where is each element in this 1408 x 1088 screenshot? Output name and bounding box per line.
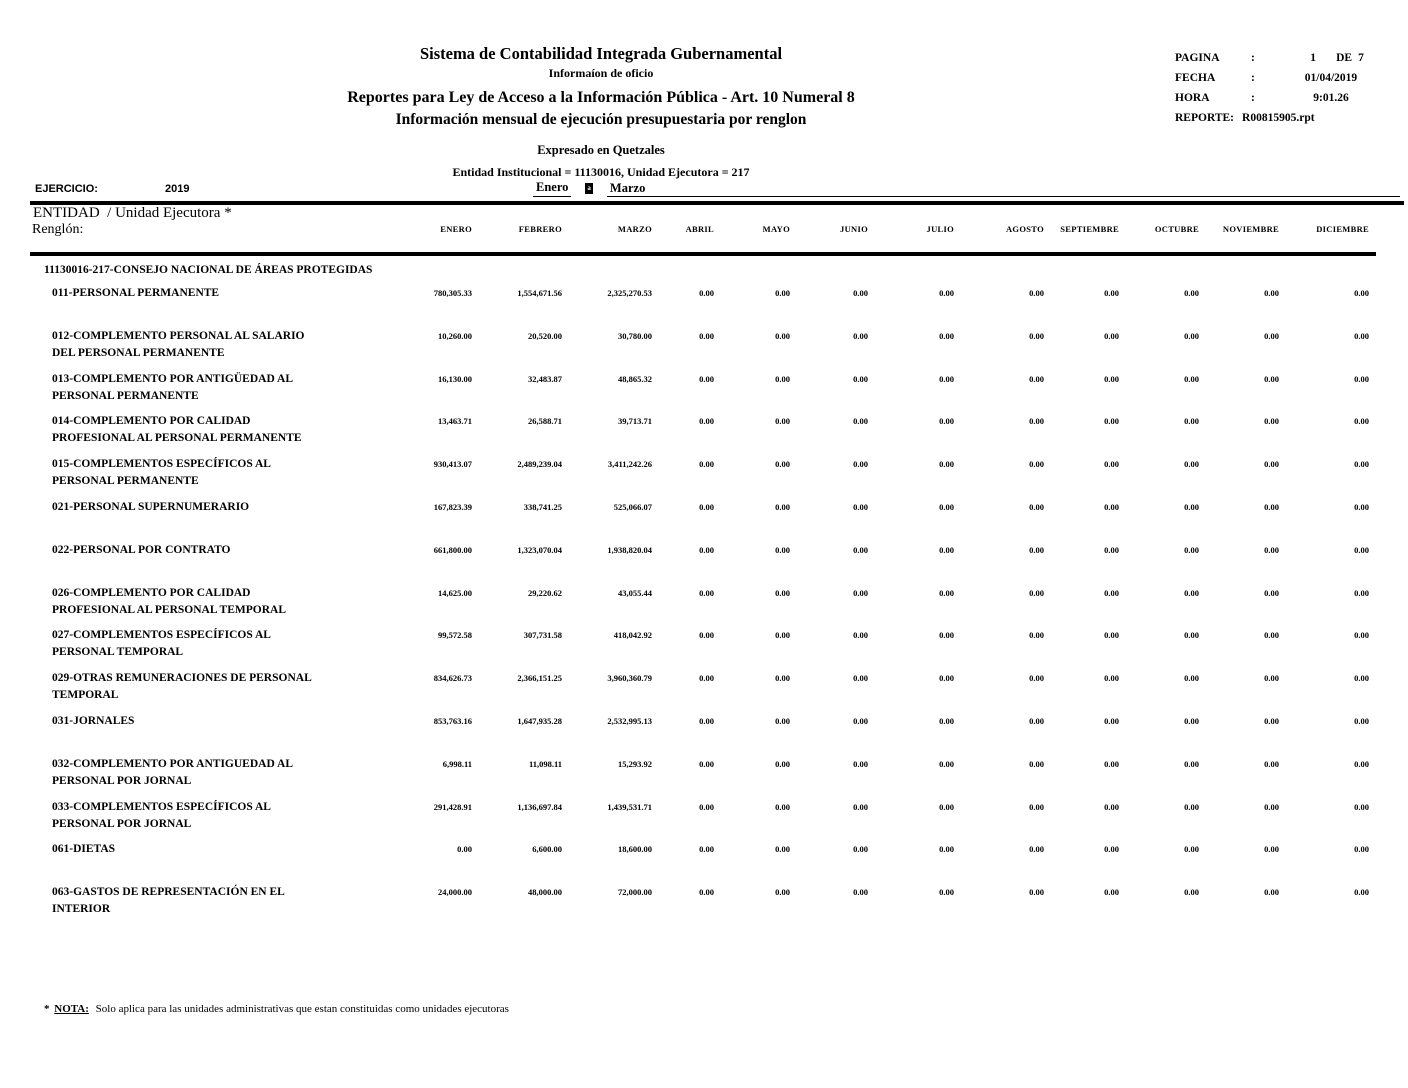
row-label: 031-JORNALES [52, 714, 135, 727]
month-value: 0.00 [939, 288, 954, 298]
month-value: 167,823.39 [433, 501, 472, 512]
month-value: 20,520.00 [528, 330, 562, 341]
month-value: 0.00 [1184, 844, 1199, 855]
month-value: 0.00 [775, 715, 790, 726]
renglon-label: Renglón: [32, 222, 84, 237]
month-value: 0.00 [775, 459, 790, 470]
table-row [32, 713, 1408, 756]
row-label: 022-PERSONAL POR CONTRATO [52, 543, 231, 556]
month-value: 0.00 [1104, 459, 1119, 470]
month-value: 0.00 [1264, 373, 1279, 384]
month-value: 0.00 [1029, 373, 1044, 384]
month-value: 0.00 [853, 587, 868, 598]
month-value: 0.00 [1264, 715, 1279, 726]
top-divider-bar [30, 201, 1404, 205]
report-header [150, 44, 1052, 180]
month-value: 0.00 [1029, 887, 1044, 898]
month-value: 0.00 [1264, 459, 1279, 470]
month-value: 0.00 [1184, 544, 1199, 555]
month-value: 1,323,070.04 [517, 544, 562, 555]
month-value: 0.00 [1029, 715, 1044, 726]
meta-fecha-row [1175, 72, 1390, 84]
month-value: 0.00 [1029, 459, 1044, 470]
month-value: 72,000.00 [618, 887, 652, 898]
month-value: 0.00 [775, 758, 790, 769]
row-label: 012-COMPLEMENTO PERSONAL AL SALARIO DEL PERSONAL PERMANENTE [52, 329, 305, 359]
month-value: 0.00 [775, 844, 790, 855]
pagina-label: PAGINA [1175, 52, 1220, 64]
period-range [533, 180, 1400, 197]
period-to: Marzo [609, 181, 646, 195]
month-value: 1,439,531.71 [607, 801, 652, 812]
month-value: 0.00 [1104, 587, 1119, 598]
row-label: 014-COMPLEMENTO POR CALIDAD PROFESIONAL AL PERSONAL PERMANENTE [52, 415, 302, 445]
month-value: 0.00 [775, 673, 790, 684]
page-total: 7 [1358, 52, 1364, 64]
table-row [32, 799, 1408, 842]
month-value: 0.00 [457, 844, 472, 855]
month-value: 0.00 [699, 459, 714, 470]
month-value: 2,366,151.25 [517, 673, 562, 684]
month-value: 26,588.71 [528, 416, 562, 427]
month-value: 0.00 [699, 630, 714, 641]
month-header-octubre: OCTUBRE [1154, 224, 1199, 234]
month-header-mayo: MAYO [762, 224, 790, 234]
page-number: 1 [1310, 52, 1316, 64]
month-value: 0.00 [1184, 459, 1199, 470]
footnote [44, 1003, 509, 1015]
month-value: 0.00 [853, 288, 868, 298]
month-value: 0.00 [1264, 330, 1279, 341]
month-value: 0.00 [1104, 630, 1119, 641]
month-value: 0.00 [939, 630, 954, 641]
month-value: 0.00 [1104, 801, 1119, 812]
month-value: 0.00 [1184, 416, 1199, 427]
month-header-enero: ENERO [440, 224, 472, 234]
month-value: 0.00 [1354, 801, 1369, 812]
ejercicio-value: 2019 [165, 183, 190, 195]
hora-value: 9:01.26 [1313, 92, 1349, 104]
month-value: 6,600.00 [532, 844, 562, 855]
month-value: 0.00 [1264, 288, 1279, 298]
month-value: 1,647,935.28 [517, 715, 562, 726]
month-value: 0.00 [775, 416, 790, 427]
month-value: 0.00 [939, 544, 954, 555]
month-value: 0.00 [939, 715, 954, 726]
month-value: 0.00 [939, 373, 954, 384]
month-value: 0.00 [939, 587, 954, 598]
month-value: 0.00 [853, 887, 868, 898]
table-row [32, 756, 1408, 799]
month-value: 14,625.00 [438, 587, 472, 598]
month-value: 0.00 [775, 587, 790, 598]
month-value: 0.00 [1104, 501, 1119, 512]
month-value: 3,411,242.26 [607, 459, 652, 470]
month-value: 0.00 [1354, 416, 1369, 427]
month-value: 0.00 [1354, 758, 1369, 769]
month-value: 0.00 [1104, 373, 1119, 384]
month-value: 0.00 [775, 501, 790, 512]
month-value: 43,055.44 [618, 587, 652, 598]
month-value: 39,713.71 [618, 416, 652, 427]
month-value: 0.00 [1354, 630, 1369, 641]
month-value: 0.00 [699, 673, 714, 684]
month-header-abril: ABRIL [685, 224, 714, 234]
month-value: 0.00 [699, 587, 714, 598]
hora-label: HORA [1175, 92, 1210, 104]
report-subtitle-mensual: Información mensual de ejecución presupuestaria por renglon [395, 111, 807, 128]
month-value: 0.00 [939, 673, 954, 684]
month-value: 307,731.58 [523, 630, 562, 641]
table-row [32, 585, 1408, 628]
month-value: 0.00 [1104, 544, 1119, 555]
table-row [32, 456, 1408, 499]
month-value: 0.00 [1354, 544, 1369, 555]
month-value: 0.00 [1264, 887, 1279, 898]
pagina-value-group [1279, 52, 1383, 64]
month-value: 0.00 [1029, 330, 1044, 341]
month-value: 32,483.87 [528, 373, 562, 384]
meta-reporte-row [1175, 112, 1390, 124]
row-label: 027-COMPLEMENTOS ESPECÍFICOS AL PERSONAL TEMPORAL [52, 629, 271, 659]
reporte-label: REPORTE: [1175, 112, 1235, 124]
month-value: 29,220.62 [528, 587, 562, 598]
month-value: 0.00 [1354, 288, 1369, 298]
table-row [32, 884, 1408, 927]
month-value: 0.00 [1029, 801, 1044, 812]
table-row [32, 499, 1408, 542]
month-value: 0.00 [775, 887, 790, 898]
month-header-junio: JUNIO [840, 224, 868, 234]
month-value: 99,572.58 [438, 630, 472, 641]
month-value: 0.00 [853, 630, 868, 641]
month-value: 0.00 [1264, 801, 1279, 812]
entidad-header: ENTIDAD / Unidad Ejecutora * [33, 205, 232, 221]
month-header-diciembre: DICIEMBRE [1316, 224, 1369, 234]
month-value: 0.00 [853, 330, 868, 341]
month-value: 0.00 [775, 288, 790, 298]
month-value: 853,763.16 [433, 715, 472, 726]
month-value: 0.00 [1264, 673, 1279, 684]
month-value: 0.00 [939, 416, 954, 427]
month-value: 0.00 [1354, 501, 1369, 512]
month-value: 780,305.33 [433, 288, 472, 298]
fecha-colon: : [1251, 72, 1255, 84]
month-value: 3,960,360.79 [607, 673, 652, 684]
month-header-marzo: MARZO [617, 224, 652, 234]
table-body [32, 285, 1408, 927]
table-row [32, 371, 1408, 414]
page-de-label: DE [1336, 52, 1353, 64]
month-value: 418,042.92 [613, 630, 652, 641]
month-value: 0.00 [853, 459, 868, 470]
meta-hora-row [1175, 92, 1390, 104]
month-value: 0.00 [1264, 501, 1279, 512]
month-value: 6,998.11 [442, 758, 472, 769]
month-value: 2,489,239.04 [517, 459, 562, 470]
row-label: 061-DIETAS [52, 843, 116, 856]
row-label: 063-GASTOS DE REPRESENTACIÓN EN EL INTERIOR [52, 886, 285, 916]
month-value: 0.00 [1184, 330, 1199, 341]
month-header-agosto: AGOSTO [1005, 224, 1044, 234]
month-value: 834,626.73 [433, 673, 472, 684]
month-value: 0.00 [1184, 673, 1199, 684]
month-value: 2,325,270.53 [607, 288, 652, 298]
entity-filter-line: Entidad Institucional = 11130016, Unidad Ejecutora = 217 [452, 165, 750, 179]
month-value: 0.00 [1104, 673, 1119, 684]
pagina-colon: : [1251, 52, 1255, 64]
month-value: 0.00 [1184, 715, 1199, 726]
meta-pagina-row [1175, 52, 1390, 64]
month-value: 18,600.00 [618, 844, 652, 855]
month-value: 0.00 [1354, 459, 1369, 470]
month-value: 0.00 [1264, 844, 1279, 855]
month-value: 0.00 [1104, 844, 1119, 855]
month-value: 0.00 [1264, 416, 1279, 427]
table-row [32, 841, 1408, 884]
month-value: 0.00 [699, 801, 714, 812]
month-value: 0.00 [1184, 501, 1199, 512]
month-value: 0.00 [775, 544, 790, 555]
period-from: Enero [533, 180, 571, 197]
month-value: 0.00 [699, 330, 714, 341]
month-value: 0.00 [1029, 501, 1044, 512]
table-row [32, 627, 1408, 670]
month-value: 1,554,671.56 [517, 288, 562, 298]
table-row [32, 542, 1408, 585]
month-value: 0.00 [1184, 887, 1199, 898]
month-value: 291,428.91 [433, 801, 472, 812]
month-value: 0.00 [939, 844, 954, 855]
row-label: 033-COMPLEMENTOS ESPECÍFICOS AL PERSONAL POR JORNAL [52, 800, 271, 830]
month-value: 0.00 [1184, 801, 1199, 812]
month-value: 0.00 [1264, 587, 1279, 598]
month-value: 0.00 [699, 416, 714, 427]
footnote-text: Solo aplica para las unidades administrativas que estan constituidas como unidades ejecutoras [95, 1003, 509, 1015]
month-value: 0.00 [1029, 758, 1044, 769]
header-divider-bar [30, 252, 1376, 256]
footnote-asterisk: * [44, 1003, 50, 1015]
month-value: 0.00 [939, 887, 954, 898]
report-subtitle-ley: Reportes para Ley de Acceso a la Información Pública - Art. 10 Numeral 8 [347, 89, 855, 106]
month-value: 0.00 [699, 544, 714, 555]
month-value: 0.00 [1029, 844, 1044, 855]
month-value: 0.00 [1184, 373, 1199, 384]
month-value: 1,938,820.04 [607, 544, 652, 555]
month-header-julio: JULIO [926, 224, 954, 234]
month-value: 0.00 [853, 801, 868, 812]
month-value: 11,098.11 [528, 758, 562, 769]
month-value: 0.00 [939, 758, 954, 769]
month-value: 0.00 [853, 844, 868, 855]
month-value: 30,780.00 [618, 330, 652, 341]
month-value: 2,532,995.13 [607, 715, 652, 726]
month-value: 0.00 [1029, 288, 1044, 298]
ejercicio-line [35, 183, 190, 195]
month-value: 0.00 [1029, 673, 1044, 684]
table-row [32, 328, 1408, 371]
month-value: 0.00 [853, 544, 868, 555]
month-value: 48,000.00 [528, 887, 562, 898]
month-value: 0.00 [853, 373, 868, 384]
report-title: Sistema de Contabilidad Integrada Gubernamental [419, 44, 783, 63]
month-value: 661,800.00 [433, 544, 472, 555]
month-value: 0.00 [939, 330, 954, 341]
month-value: 525,066.07 [613, 501, 652, 512]
month-value: 0.00 [853, 501, 868, 512]
month-value: 0.00 [853, 715, 868, 726]
report-meta [1175, 52, 1390, 132]
month-value: 0.00 [1184, 587, 1199, 598]
month-value: 1,136,697.84 [517, 801, 562, 812]
table-row [32, 413, 1408, 456]
row-label: 029-OTRAS REMUNERACIONES DE PERSONAL TEMPORAL [52, 672, 312, 702]
month-value: 24,000.00 [438, 887, 472, 898]
month-value: 0.00 [853, 416, 868, 427]
month-value: 0.00 [1184, 630, 1199, 641]
month-value: 0.00 [939, 459, 954, 470]
month-value: 0.00 [1104, 330, 1119, 341]
month-value: 0.00 [1104, 758, 1119, 769]
row-label: 011-PERSONAL PERMANENTE [52, 287, 220, 299]
month-value: 0.00 [853, 758, 868, 769]
month-value: 0.00 [699, 887, 714, 898]
month-value: 0.00 [1029, 544, 1044, 555]
row-label: 032-COMPLEMENTO POR ANTIGUEDAD AL PERSONAL POR JORNAL [52, 757, 293, 787]
month-value: 338,741.25 [523, 501, 562, 512]
month-value: 0.00 [1104, 416, 1119, 427]
month-header-noviembre: NOVIEMBRE [1222, 224, 1279, 234]
months-header-row [32, 222, 1408, 238]
month-value: 16,130.00 [438, 373, 472, 384]
month-value: 0.00 [1354, 887, 1369, 898]
month-value: 0.00 [775, 630, 790, 641]
month-value: 0.00 [1029, 416, 1044, 427]
period-separator-glyph: a [587, 184, 591, 192]
currency-note: Expresado en Quetzales [537, 143, 665, 157]
month-value: 0.00 [1264, 758, 1279, 769]
month-value: 0.00 [1184, 758, 1199, 769]
footnote-nota-label: NOTA: [54, 1003, 89, 1015]
month-value: 10,260.00 [438, 330, 472, 341]
hora-colon: : [1251, 92, 1255, 104]
month-value: 0.00 [1354, 715, 1369, 726]
period-to-underline [607, 181, 1400, 197]
month-value: 0.00 [775, 801, 790, 812]
month-value: 13,463.71 [438, 416, 472, 427]
month-value: 0.00 [1354, 373, 1369, 384]
row-label: 021-PERSONAL SUPERNUMERARIO [52, 500, 250, 513]
month-value: 0.00 [939, 501, 954, 512]
month-header-septiembre: SEPTIEMBRE [1060, 224, 1119, 234]
row-label: 013-COMPLEMENTO POR ANTIGÜEDAD AL PERSONAL PERMANENTE [52, 372, 293, 402]
row-label: 026-COMPLEMENTO POR CALIDAD PROFESIONAL AL PERSONAL TEMPORAL [52, 586, 286, 616]
month-value: 930,413.07 [433, 459, 472, 470]
entity-section-title: 11130016-217-CONSEJO NACIONAL DE ÁREAS PROTEGIDAS [44, 264, 373, 276]
month-value: 0.00 [699, 758, 714, 769]
reporte-value: R00815905.rpt [1242, 112, 1315, 124]
month-value: 0.00 [1104, 715, 1119, 726]
month-value: 0.00 [775, 373, 790, 384]
month-value: 0.00 [853, 673, 868, 684]
month-value: 0.00 [1354, 844, 1369, 855]
ejercicio-label: EJERCICIO: [35, 183, 98, 195]
month-value: 0.00 [699, 288, 714, 298]
table-row [32, 285, 1408, 328]
month-value: 0.00 [1029, 587, 1044, 598]
report-subtitle-oficio: Informaíon de oficio [548, 66, 654, 80]
month-value: 0.00 [699, 373, 714, 384]
month-header-febrero: FEBRERO [518, 224, 562, 234]
month-value: 0.00 [699, 501, 714, 512]
month-value: 0.00 [1029, 630, 1044, 641]
month-value: 0.00 [939, 801, 954, 812]
fecha-label: FECHA [1175, 72, 1216, 84]
row-label: 015-COMPLEMENTOS ESPECÍFICOS AL PERSONAL PERMANENTE [52, 458, 271, 488]
month-value: 0.00 [1354, 330, 1369, 341]
month-value: 0.00 [1264, 630, 1279, 641]
month-value: 0.00 [699, 715, 714, 726]
month-value: 0.00 [1104, 288, 1119, 298]
month-value: 0.00 [1354, 673, 1369, 684]
table-row [32, 670, 1408, 713]
fecha-value: 01/04/2019 [1304, 72, 1358, 84]
month-value: 0.00 [775, 330, 790, 341]
month-value: 48,865.32 [618, 373, 652, 384]
month-value: 0.00 [1264, 544, 1279, 555]
month-value: 0.00 [1104, 887, 1119, 898]
month-value: 0.00 [1184, 288, 1199, 298]
month-value: 0.00 [1354, 587, 1369, 598]
month-value: 0.00 [699, 844, 714, 855]
month-value: 15,293.92 [618, 758, 652, 769]
